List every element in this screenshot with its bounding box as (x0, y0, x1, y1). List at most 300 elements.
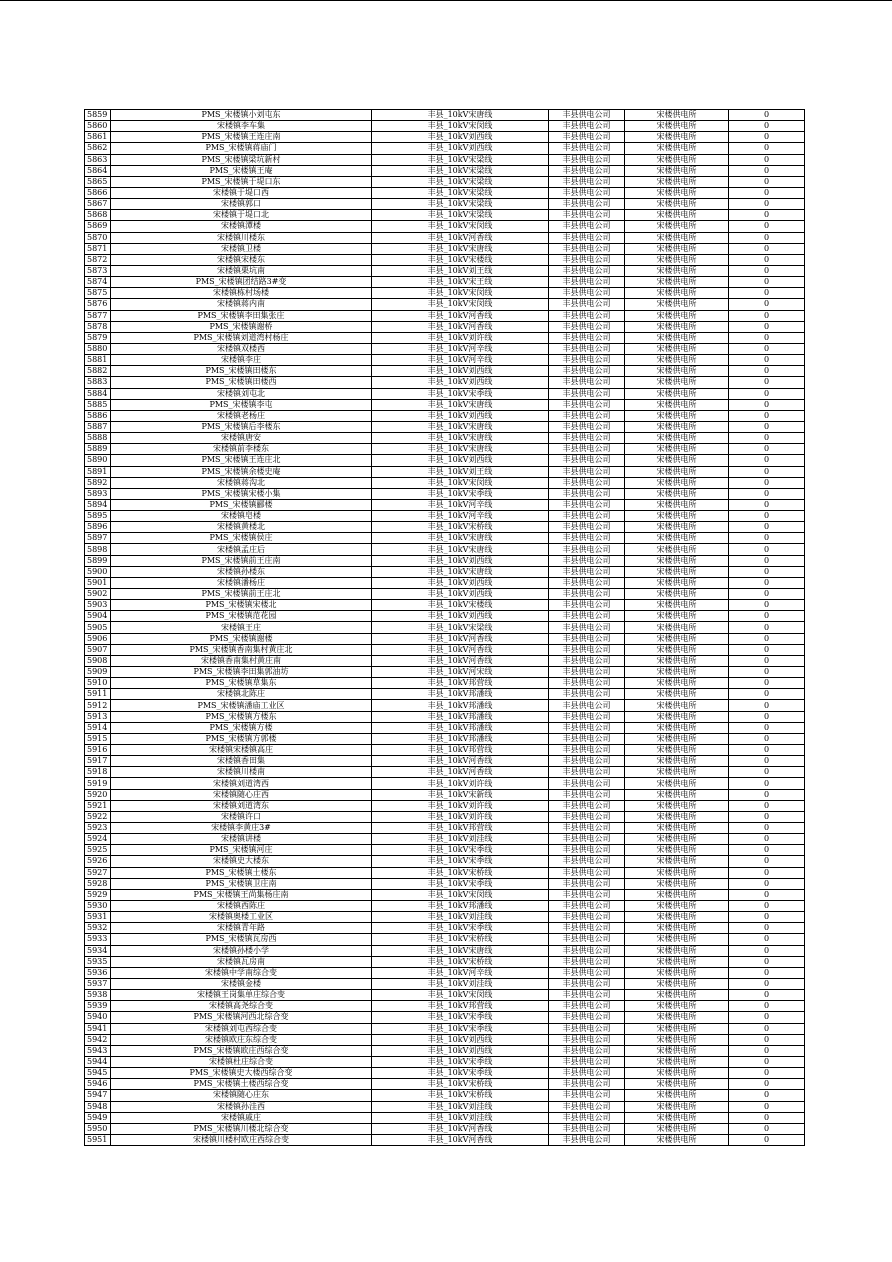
device-name-cell: 宋楼镇随心庄东 (111, 1090, 372, 1101)
device-name-cell: 宋楼镇西陈庄 (111, 900, 372, 911)
device-name-cell: 宋楼镇史大楼东 (111, 856, 372, 867)
station-cell: 宋楼供电所 (625, 488, 729, 499)
line-cell: 丰县_10kV刘许线 (372, 811, 549, 822)
row-id-cell: 5894 (85, 499, 111, 510)
company-cell: 丰县供电公司 (549, 199, 625, 210)
station-cell: 宋楼供电所 (625, 522, 729, 533)
row-id-cell: 5864 (85, 165, 111, 176)
table-row (85, 811, 805, 822)
value-cell: 0 (729, 611, 805, 622)
table-row (85, 410, 805, 421)
station-cell: 宋楼供电所 (625, 823, 729, 834)
line-cell: 丰县_10kV河香线 (372, 310, 549, 321)
table-row (85, 577, 805, 588)
company-cell: 丰县供电公司 (549, 733, 625, 744)
device-name-cell: PMS_宋楼镇谢楼 (111, 633, 372, 644)
line-cell: 丰县_10kV邦潘线 (372, 689, 549, 700)
company-cell: 丰县供电公司 (549, 132, 625, 143)
table-row (85, 566, 805, 577)
company-cell: 丰县供电公司 (549, 1012, 625, 1023)
table-row (85, 1090, 805, 1101)
table-row (85, 990, 805, 1001)
device-name-cell: 宋楼镇香田集 (111, 756, 372, 767)
station-cell: 宋楼供电所 (625, 343, 729, 354)
table-row (85, 299, 805, 310)
table-row (85, 845, 805, 856)
value-cell: 0 (729, 945, 805, 956)
row-id-cell: 5901 (85, 577, 111, 588)
line-cell: 丰县_10kV邦潘线 (372, 722, 549, 733)
company-cell: 丰县供电公司 (549, 544, 625, 555)
device-name-cell: PMS_宋楼镇田楼西 (111, 377, 372, 388)
row-id-cell: 5903 (85, 600, 111, 611)
value-cell: 0 (729, 633, 805, 644)
value-cell: 0 (729, 711, 805, 722)
company-cell: 丰县供电公司 (549, 110, 625, 121)
row-id-cell: 5896 (85, 522, 111, 533)
row-id-cell: 5934 (85, 945, 111, 956)
station-cell: 宋楼供电所 (625, 265, 729, 276)
company-cell: 丰县供电公司 (549, 856, 625, 867)
table-row (85, 477, 805, 488)
company-cell: 丰县供电公司 (549, 488, 625, 499)
company-cell: 丰县供电公司 (549, 978, 625, 989)
company-cell: 丰县供电公司 (549, 1079, 625, 1090)
company-cell: 丰县供电公司 (549, 555, 625, 566)
row-id-cell: 5927 (85, 867, 111, 878)
row-id-cell: 5942 (85, 1034, 111, 1045)
company-cell: 丰县供电公司 (549, 566, 625, 577)
row-id-cell: 5935 (85, 956, 111, 967)
company-cell: 丰县供电公司 (549, 789, 625, 800)
company-cell: 丰县供电公司 (549, 811, 625, 822)
value-cell: 0 (729, 889, 805, 900)
station-cell: 宋楼供电所 (625, 1023, 729, 1034)
line-cell: 丰县_10kV河辛线 (372, 511, 549, 522)
line-cell: 丰县_10kV河辛线 (372, 499, 549, 510)
table-row (85, 110, 805, 121)
table-row (85, 533, 805, 544)
row-id-cell: 5931 (85, 912, 111, 923)
table-row (85, 889, 805, 900)
station-cell: 宋楼供电所 (625, 511, 729, 522)
table-row (85, 277, 805, 288)
row-id-cell: 5861 (85, 132, 111, 143)
table-row (85, 589, 805, 600)
station-cell: 宋楼供电所 (625, 1090, 729, 1101)
row-id-cell: 5917 (85, 756, 111, 767)
row-id-cell: 5913 (85, 711, 111, 722)
row-id-cell: 5883 (85, 377, 111, 388)
device-name-cell: 宋楼镇潘杨庄 (111, 577, 372, 588)
device-name-cell: 宋楼镇于堤口北 (111, 210, 372, 221)
device-name-cell: 宋楼镇许口 (111, 811, 372, 822)
line-cell: 丰县_10kV刘洼线 (372, 834, 549, 845)
station-cell: 宋楼供电所 (625, 499, 729, 510)
table-row (85, 1134, 805, 1145)
value-cell: 0 (729, 232, 805, 243)
value-cell: 0 (729, 187, 805, 198)
row-id-cell: 5867 (85, 199, 111, 210)
line-cell: 丰县_10kV宋王线 (372, 277, 549, 288)
station-cell: 宋楼供电所 (625, 187, 729, 198)
company-cell: 丰县供电公司 (549, 433, 625, 444)
value-cell: 0 (729, 767, 805, 778)
device-name-cell: 宋楼镇讲楼 (111, 834, 372, 845)
row-id-cell: 5950 (85, 1123, 111, 1134)
value-cell: 0 (729, 499, 805, 510)
company-cell: 丰县供电公司 (549, 577, 625, 588)
row-id-cell: 5902 (85, 589, 111, 600)
row-id-cell: 5889 (85, 444, 111, 455)
row-id-cell: 5884 (85, 388, 111, 399)
station-cell: 宋楼供电所 (625, 1079, 729, 1090)
table-row (85, 132, 805, 143)
device-name-cell: 宋楼镇刘道湾西 (111, 778, 372, 789)
line-cell: 丰县_10kV河香线 (372, 644, 549, 655)
device-name-cell: PMS_宋楼镇郦楼 (111, 499, 372, 510)
company-cell: 丰县供电公司 (549, 1134, 625, 1145)
device-name-cell: 宋楼镇皂楼 (111, 511, 372, 522)
line-cell: 丰县_10kV河辛线 (372, 343, 549, 354)
table-row (85, 444, 805, 455)
row-id-cell: 5912 (85, 700, 111, 711)
table-row (85, 143, 805, 154)
value-cell: 0 (729, 700, 805, 711)
company-cell: 丰县供电公司 (549, 410, 625, 421)
value-cell: 0 (729, 644, 805, 655)
row-id-cell: 5891 (85, 466, 111, 477)
value-cell: 0 (729, 756, 805, 767)
row-id-cell: 5872 (85, 254, 111, 265)
row-id-cell: 5914 (85, 722, 111, 733)
value-cell: 0 (729, 488, 805, 499)
device-name-cell: 宋楼镇李黄庄3# (111, 823, 372, 834)
company-cell: 丰县供电公司 (549, 466, 625, 477)
line-cell: 丰县_10kV河香线 (372, 767, 549, 778)
line-cell: 丰县_10kV宋梁线 (372, 154, 549, 165)
device-name-cell: 宋楼镇宋楼东 (111, 254, 372, 265)
value-cell: 0 (729, 143, 805, 154)
line-cell: 丰县_10kV刘许线 (372, 332, 549, 343)
device-name-cell: 宋楼镇栗坑南 (111, 265, 372, 276)
station-cell: 宋楼供电所 (625, 789, 729, 800)
value-cell: 0 (729, 689, 805, 700)
row-id-cell: 5900 (85, 566, 111, 577)
value-cell: 0 (729, 176, 805, 187)
line-cell: 丰县_10kV宋唐线 (372, 444, 549, 455)
device-name-cell: PMS_宋楼镇土楼东 (111, 867, 372, 878)
company-cell: 丰县供电公司 (549, 1056, 625, 1067)
station-cell: 宋楼供电所 (625, 811, 729, 822)
company-cell: 丰县供电公司 (549, 210, 625, 221)
line-cell: 丰县_10kV河香线 (372, 232, 549, 243)
device-name-cell: PMS_宋楼镇团结路3#变 (111, 277, 372, 288)
line-cell: 丰县_10kV刘王线 (372, 466, 549, 477)
station-cell: 宋楼供电所 (625, 900, 729, 911)
row-id-cell: 5944 (85, 1056, 111, 1067)
line-cell: 丰县_10kV河香线 (372, 633, 549, 644)
company-cell: 丰县供电公司 (549, 611, 625, 622)
value-cell: 0 (729, 655, 805, 666)
row-id-cell: 5879 (85, 332, 111, 343)
row-id-cell: 5880 (85, 343, 111, 354)
table-row (85, 265, 805, 276)
table-row (85, 800, 805, 811)
device-name-cell: 宋楼镇北陈庄 (111, 689, 372, 700)
station-cell: 宋楼供电所 (625, 1045, 729, 1056)
station-cell: 宋楼供电所 (625, 667, 729, 678)
table-row (85, 121, 805, 132)
company-cell: 丰县供电公司 (549, 823, 625, 834)
company-cell: 丰县供电公司 (549, 990, 625, 1001)
company-cell: 丰县供电公司 (549, 343, 625, 354)
device-name-cell: 宋楼镇金楼 (111, 978, 372, 989)
table-body (85, 110, 805, 1146)
row-id-cell: 5907 (85, 644, 111, 655)
device-name-cell: 宋楼镇王岗集单庄综合变 (111, 990, 372, 1001)
row-id-cell: 5936 (85, 967, 111, 978)
value-cell: 0 (729, 1012, 805, 1023)
device-name-cell: PMS_宋楼镇前王庄北 (111, 589, 372, 600)
device-name-cell: 宋楼镇香南集村黄庄南 (111, 655, 372, 666)
device-name-cell: 宋楼镇瓦房南 (111, 956, 372, 967)
device-name-cell: PMS_宋楼镇香南集村黄庄北 (111, 644, 372, 655)
value-cell: 0 (729, 277, 805, 288)
device-name-cell: PMS_宋楼镇方楼东 (111, 711, 372, 722)
row-id-cell: 5875 (85, 288, 111, 299)
station-cell: 宋楼供电所 (625, 867, 729, 878)
table-row (85, 878, 805, 889)
device-name-cell: 宋楼镇郭口 (111, 199, 372, 210)
line-cell: 丰县_10kV宋唐线 (372, 243, 549, 254)
table-row (85, 923, 805, 934)
row-id-cell: 5941 (85, 1023, 111, 1034)
row-id-cell: 5898 (85, 544, 111, 555)
line-cell: 丰县_10kV刘洼线 (372, 978, 549, 989)
value-cell: 0 (729, 912, 805, 923)
station-cell: 宋楼供电所 (625, 923, 729, 934)
company-cell: 丰县供电公司 (549, 511, 625, 522)
row-id-cell: 5870 (85, 232, 111, 243)
row-id-cell: 5932 (85, 923, 111, 934)
line-cell: 丰县_10kV宋唐线 (372, 544, 549, 555)
value-cell: 0 (729, 210, 805, 221)
station-cell: 宋楼供电所 (625, 834, 729, 845)
line-cell: 丰县_10kV宋梁线 (372, 176, 549, 187)
device-name-cell: 宋楼镇王庄 (111, 622, 372, 633)
device-name-cell: 宋楼镇双楼西 (111, 343, 372, 354)
value-cell: 0 (729, 1001, 805, 1012)
device-name-cell: PMS_宋楼镇谢桥 (111, 321, 372, 332)
data-table (84, 109, 805, 1146)
line-cell: 丰县_10kV刘西线 (372, 143, 549, 154)
table-row (85, 210, 805, 221)
station-cell: 宋楼供电所 (625, 767, 729, 778)
line-cell: 丰县_10kV宋桥线 (372, 867, 549, 878)
line-cell: 丰县_10kV宋闵线 (372, 221, 549, 232)
value-cell: 0 (729, 110, 805, 121)
station-cell: 宋楼供电所 (625, 221, 729, 232)
company-cell: 丰县供电公司 (549, 388, 625, 399)
value-cell: 0 (729, 1079, 805, 1090)
row-id-cell: 5939 (85, 1001, 111, 1012)
table-row (85, 722, 805, 733)
line-cell: 丰县_10kV宋季线 (372, 1012, 549, 1023)
station-cell: 宋楼供电所 (625, 199, 729, 210)
company-cell: 丰县供电公司 (549, 778, 625, 789)
table-row (85, 767, 805, 778)
value-cell: 0 (729, 555, 805, 566)
value-cell: 0 (729, 154, 805, 165)
row-id-cell: 5940 (85, 1012, 111, 1023)
station-cell: 宋楼供电所 (625, 1001, 729, 1012)
station-cell: 宋楼供电所 (625, 978, 729, 989)
value-cell: 0 (729, 421, 805, 432)
line-cell: 丰县_10kV刘洼线 (372, 912, 549, 923)
table-row (85, 1023, 805, 1034)
station-cell: 宋楼供电所 (625, 399, 729, 410)
station-cell: 宋楼供电所 (625, 544, 729, 555)
table-row (85, 455, 805, 466)
value-cell: 0 (729, 589, 805, 600)
value-cell: 0 (729, 1090, 805, 1101)
value-cell: 0 (729, 823, 805, 834)
device-name-cell: 宋楼镇黄楼北 (111, 522, 372, 533)
company-cell: 丰县供电公司 (549, 967, 625, 978)
device-name-cell: PMS_宋楼镇梁坑新村 (111, 154, 372, 165)
line-cell: 丰县_10kV邦潘线 (372, 733, 549, 744)
company-cell: 丰县供电公司 (549, 655, 625, 666)
table-row (85, 700, 805, 711)
table-row (85, 644, 805, 655)
station-cell: 宋楼供电所 (625, 678, 729, 689)
device-name-cell: 宋楼镇于堤口西 (111, 187, 372, 198)
value-cell: 0 (729, 455, 805, 466)
value-cell: 0 (729, 299, 805, 310)
row-id-cell: 5938 (85, 990, 111, 1001)
line-cell: 丰县_10kV刘西线 (372, 132, 549, 143)
value-cell: 0 (729, 967, 805, 978)
line-cell: 丰县_10kV宋季线 (372, 1056, 549, 1067)
device-name-cell: 宋楼镇高尧综合变 (111, 1001, 372, 1012)
value-cell: 0 (729, 856, 805, 867)
company-cell: 丰县供电公司 (549, 477, 625, 488)
value-cell: 0 (729, 900, 805, 911)
row-id-cell: 5916 (85, 745, 111, 756)
value-cell: 0 (729, 522, 805, 533)
device-name-cell: PMS_宋楼镇王尚集杨庄南 (111, 889, 372, 900)
device-name-cell: PMS_宋楼镇田楼东 (111, 366, 372, 377)
line-cell: 丰县_10kV宋梁线 (372, 210, 549, 221)
table-row (85, 1012, 805, 1023)
row-id-cell: 5921 (85, 800, 111, 811)
station-cell: 宋楼供电所 (625, 1112, 729, 1123)
station-cell: 宋楼供电所 (625, 745, 729, 756)
row-id-cell: 5876 (85, 299, 111, 310)
device-name-cell: PMS_宋楼镇史大楼西综合变 (111, 1068, 372, 1079)
value-cell: 0 (729, 834, 805, 845)
company-cell: 丰县供电公司 (549, 756, 625, 767)
device-name-cell: 宋楼镇孙洼西 (111, 1101, 372, 1112)
device-name-cell: 宋楼镇川楼南 (111, 767, 372, 778)
device-name-cell: PMS_宋楼镇潘庙工业区 (111, 700, 372, 711)
device-name-cell: PMS_宋楼镇前王庄南 (111, 555, 372, 566)
line-cell: 丰县_10kV刘洼线 (372, 1101, 549, 1112)
device-name-cell: PMS_宋楼镇宋楼北 (111, 600, 372, 611)
device-name-cell: PMS_宋楼镇方郭楼 (111, 733, 372, 744)
company-cell: 丰县供电公司 (549, 889, 625, 900)
line-cell: 丰县_10kV河香线 (372, 655, 549, 666)
value-cell: 0 (729, 388, 805, 399)
table-row (85, 388, 805, 399)
value-cell: 0 (729, 800, 805, 811)
table-row (85, 343, 805, 354)
device-name-cell: PMS_宋楼镇蒋庙门 (111, 143, 372, 154)
row-id-cell: 5874 (85, 277, 111, 288)
row-id-cell: 5920 (85, 789, 111, 800)
line-cell: 丰县_10kV宋季线 (372, 856, 549, 867)
value-cell: 0 (729, 165, 805, 176)
station-cell: 宋楼供电所 (625, 1056, 729, 1067)
station-cell: 宋楼供电所 (625, 121, 729, 132)
table-row (85, 165, 805, 176)
company-cell: 丰县供电公司 (549, 800, 625, 811)
company-cell: 丰县供电公司 (549, 867, 625, 878)
line-cell: 丰县_10kV宋梁线 (372, 199, 549, 210)
table-row (85, 1056, 805, 1067)
device-name-cell: PMS_宋楼镇欧庄西综合变 (111, 1045, 372, 1056)
device-name-cell: 宋楼镇前李楼东 (111, 444, 372, 455)
station-cell: 宋楼供电所 (625, 377, 729, 388)
row-id-cell: 5893 (85, 488, 111, 499)
device-name-cell: 宋楼镇中学南综合变 (111, 967, 372, 978)
device-name-cell: PMS_宋楼镇河庄 (111, 845, 372, 856)
station-cell: 宋楼供电所 (625, 733, 729, 744)
table-row (85, 377, 805, 388)
device-name-cell: 宋楼镇刘道湾东 (111, 800, 372, 811)
table-row (85, 310, 805, 321)
value-cell: 0 (729, 745, 805, 756)
row-id-cell: 5895 (85, 511, 111, 522)
value-cell: 0 (729, 132, 805, 143)
value-cell: 0 (729, 1101, 805, 1112)
line-cell: 丰县_10kV刘西线 (372, 611, 549, 622)
station-cell: 宋楼供电所 (625, 700, 729, 711)
company-cell: 丰县供电公司 (549, 455, 625, 466)
company-cell: 丰县供电公司 (549, 834, 625, 845)
value-cell: 0 (729, 355, 805, 366)
station-cell: 宋楼供电所 (625, 455, 729, 466)
value-cell: 0 (729, 121, 805, 132)
company-cell: 丰县供电公司 (549, 589, 625, 600)
row-id-cell: 5871 (85, 243, 111, 254)
device-name-cell: 宋楼镇杜庄综合变 (111, 1056, 372, 1067)
value-cell: 0 (729, 1134, 805, 1145)
station-cell: 宋楼供电所 (625, 589, 729, 600)
station-cell: 宋楼供电所 (625, 310, 729, 321)
device-name-cell: PMS_宋楼镇余楼史庵 (111, 466, 372, 477)
table-row (85, 1079, 805, 1090)
row-id-cell: 5904 (85, 611, 111, 622)
value-cell: 0 (729, 600, 805, 611)
station-cell: 宋楼供电所 (625, 433, 729, 444)
station-cell: 宋楼供电所 (625, 210, 729, 221)
value-cell: 0 (729, 577, 805, 588)
company-cell: 丰县供电公司 (549, 254, 625, 265)
device-name-cell: 宋楼镇欧庄东综合变 (111, 1034, 372, 1045)
line-cell: 丰县_10kV宋闵线 (372, 477, 549, 488)
